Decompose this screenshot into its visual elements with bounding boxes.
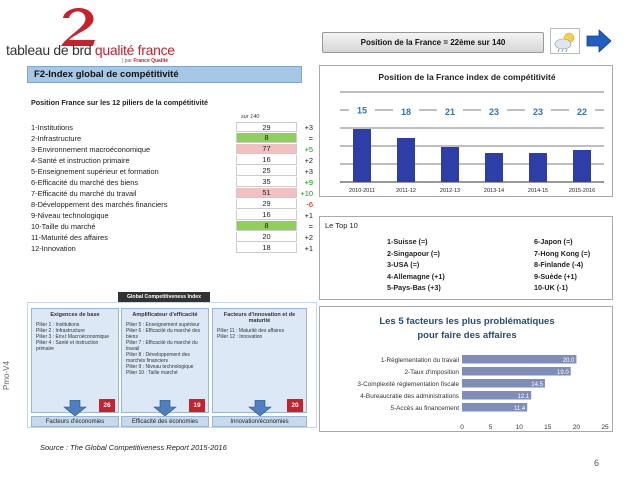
- position-bar: [353, 129, 371, 182]
- x-tick-label: 2012-13: [439, 188, 461, 194]
- pillars-table: [31, 122, 313, 254]
- pillar-rank: 8: [236, 133, 297, 143]
- gci-column-items: [32, 322, 118, 352]
- x-tick-label: 10: [515, 424, 523, 431]
- pillar-rank: 25: [236, 166, 297, 176]
- factor-category-label: 3-Complexité réglementation fiscale: [357, 381, 459, 388]
- pillar-label: 11-Maturité des affaires: [31, 233, 108, 242]
- next-arrow-icon[interactable]: [585, 28, 613, 54]
- gci-column-footer: Innovation/économies: [212, 416, 307, 427]
- pillars-table-title: Position France sur les 12 piliers de la compétitivité: [31, 98, 208, 107]
- pillar-rank: 16: [236, 155, 297, 165]
- pillar-change: +3: [304, 123, 313, 132]
- bar-value-label: 21: [444, 107, 456, 117]
- x-tick-label: 2014-15: [527, 188, 549, 194]
- problem-factors-title: Les 5 facteurs les plus problématiques pour faire des affaires: [379, 316, 555, 341]
- pillar-change: +3: [304, 167, 313, 176]
- gci-pillar-item: Pilier 6 : Efficacité du marché des biens: [126, 328, 201, 340]
- top10-box: [319, 216, 613, 300]
- gci-pillar-item: Pilier 11 : Maturité des affaires: [217, 328, 285, 334]
- gci-pillar-item: Pilier 5 : Enseignement supérieur: [126, 322, 200, 328]
- gci-rank-badge: 20: [287, 399, 303, 412]
- page-number: 6: [594, 458, 600, 468]
- gci-column-items: [213, 328, 306, 340]
- gci-pillar-item: Pilier 10 : Taille marché: [126, 370, 178, 376]
- pillar-row: [31, 166, 313, 177]
- factor-category-label: 4-Bureaucratie des administrations: [360, 393, 459, 400]
- pillar-label: 1-Institutions: [31, 123, 73, 132]
- pillar-label: 2-Infrastructure: [31, 134, 82, 143]
- pillar-rank: 77: [236, 144, 297, 154]
- gci-pillar-item: Pilier 8 : Développement des marchés financiers: [126, 352, 190, 364]
- pillar-change: =: [308, 222, 313, 231]
- position-bar: [397, 138, 415, 182]
- problem-factors-chart: [319, 306, 613, 432]
- top10-item: 9-Suède (+1): [534, 271, 577, 281]
- position-history-svg: [320, 66, 614, 198]
- source-note: Source : The Global Competitiveness Report 2015-2016: [40, 443, 227, 452]
- x-tick-label: 2011-12: [396, 188, 416, 194]
- x-tick-label: 2010-2011: [349, 188, 375, 194]
- brand-subtitle: | par France Qualité: [122, 58, 169, 64]
- gci-column-items: [122, 322, 208, 376]
- pillar-rank: 8: [236, 221, 297, 231]
- gci-column-title: Facteurs d'innovation et de maturité: [223, 312, 296, 324]
- down-arrow-icon: [63, 400, 87, 416]
- factor-value-label: 19.0: [556, 370, 569, 376]
- pillar-label: 8-Développement des marchés financiers: [31, 200, 168, 209]
- pillar-change: =: [308, 134, 313, 143]
- pillar-rank: 51: [236, 188, 297, 198]
- pillar-change: +5: [304, 145, 313, 154]
- pillar-change: +2: [304, 156, 313, 165]
- top10-item: 3-USA (=): [387, 260, 420, 269]
- weather-cloudy-icon: [550, 28, 580, 54]
- bar-value-label: 18: [400, 107, 412, 117]
- section-title: F2-Index global de compétitivité: [27, 66, 302, 83]
- factor-value-label: 14.5: [531, 382, 543, 388]
- top10-item: 5-Pays-Bas (+3): [387, 283, 441, 292]
- pillar-rank: 16: [236, 210, 297, 220]
- chart-title: Position de la France index de compétitivité: [378, 72, 556, 82]
- pillar-label: 4-Santé et instruction primaire: [31, 156, 130, 165]
- top10-item: 8-Finlande (-4): [534, 260, 584, 269]
- pillars-table-subtitle: sur 140: [241, 114, 260, 120]
- bar-value-label: 15: [356, 105, 368, 116]
- pillar-label: 5-Enseignement supérieur et formation: [31, 167, 159, 176]
- down-arrow-icon: [248, 400, 272, 416]
- x-tick-label: 2015-2016: [568, 188, 596, 194]
- pillar-label: 9-Niveau technologique: [31, 211, 109, 220]
- pillar-row: [31, 199, 313, 210]
- gci-pillar-item: Pilier 9 : Niveau technologique: [126, 364, 194, 370]
- pillar-change: +1: [304, 244, 313, 253]
- gci-column-footer: Facteurs d'économies: [31, 416, 119, 427]
- position-history-chart: [319, 65, 613, 197]
- x-tick-label: 2013-14: [483, 188, 505, 194]
- bar-value-label: 23: [532, 107, 544, 117]
- gci-column-title: Amplificateur d'efficacité: [132, 312, 198, 318]
- pillar-label: 12-Innovation: [31, 244, 76, 253]
- gci-pillar-item: Pilier 4 : Santé et instruction primaire: [36, 340, 99, 352]
- pillar-change: +2: [304, 233, 313, 242]
- pillar-row: [31, 177, 313, 188]
- gci-header: Global Competitiveness Index: [118, 292, 210, 302]
- top10-item: 10-UK (-1): [534, 283, 568, 292]
- gci-pillar-item: Pilier 2 : Infrastructure: [36, 328, 85, 334]
- factor-category-label: 2-Taux d'imposition: [404, 369, 459, 376]
- bar-value-label: 23: [488, 107, 500, 117]
- bar-value-label: 22: [576, 107, 588, 117]
- pillar-row: [31, 188, 313, 199]
- pillar-rank: 35: [236, 177, 297, 187]
- pillar-row: [31, 221, 313, 232]
- pillar-label: 3-Environnement macroéconomique: [31, 145, 151, 154]
- factor-category-label: 1-Réglementation du travail: [380, 357, 459, 364]
- pillar-row: [31, 122, 313, 133]
- factor-bar: [462, 355, 576, 364]
- pillar-row: [31, 210, 313, 221]
- brand-title: tableau de brd qualité france: [6, 42, 175, 58]
- x-tick-label: 25: [601, 424, 609, 431]
- gci-pillar-item: Pilier 1 : Institutions: [36, 322, 80, 328]
- pillar-label: 10-Taille du marché: [31, 222, 96, 231]
- top10-title: Le Top 10: [325, 221, 358, 230]
- x-tick-label: 5: [488, 424, 493, 431]
- pillar-row: [31, 144, 313, 155]
- gci-column: [121, 308, 209, 413]
- pillar-change: +10: [300, 189, 313, 198]
- factor-value-label: 11.4: [513, 406, 526, 412]
- x-tick-label: 20: [572, 424, 581, 431]
- down-arrow-icon: [153, 400, 177, 416]
- position-bar: [573, 150, 591, 182]
- problem-factors-svg: [320, 307, 614, 433]
- top10-item: 2-Singapour (=): [387, 248, 440, 258]
- gci-column-title: Exigences de base: [50, 312, 100, 318]
- france-position-label: Position de la France = 22ème sur 140: [322, 32, 544, 53]
- pillar-row: [31, 232, 313, 243]
- pillar-label: 6-Efficacité du marché des biens: [31, 178, 139, 187]
- pillar-rank: 29: [236, 199, 297, 209]
- gci-column: [31, 308, 119, 413]
- top10-item: 7-Hong Kong (=): [534, 248, 591, 258]
- top10-item: 1-Suisse (=): [387, 237, 428, 246]
- gci-pillar-item: Pilier 7 : Efficacité du marché du travail: [126, 340, 198, 352]
- pillar-rank: 29: [236, 122, 297, 132]
- position-bar: [485, 153, 503, 182]
- pillar-change: +1: [304, 211, 313, 220]
- position-bar: [441, 147, 459, 182]
- pillar-change: +9: [304, 178, 313, 187]
- pillar-row: [31, 155, 313, 166]
- side-label: Pmo-V4: [2, 361, 11, 390]
- pillar-row: [31, 243, 313, 254]
- factor-category-label: 5-Accès au financement: [390, 405, 459, 412]
- gci-rank-badge: 19: [189, 399, 205, 412]
- gci-column: [212, 308, 307, 413]
- gci-pillar-item: Pilier 3 : Env.t Macroéconomique: [36, 334, 109, 340]
- position-bar: [529, 153, 547, 182]
- top10-item: 6-Japon (=): [534, 237, 573, 246]
- pillar-rank: 20: [236, 232, 297, 242]
- pillar-label: 7-Efficacité du marché du travail: [31, 189, 137, 198]
- pillar-change: -6: [306, 200, 313, 209]
- pillar-row: [31, 133, 313, 144]
- gci-column-footer: Efficacité des économies: [121, 416, 209, 427]
- pillar-rank: 18: [236, 243, 297, 253]
- factor-value-label: 12.1: [517, 394, 530, 400]
- factor-value-label: 20.0: [562, 358, 575, 364]
- gci-rank-badge: 26: [99, 399, 115, 412]
- factor-bar: [462, 367, 571, 376]
- gci-pillar-item: Pilier 12 : Innovation: [217, 334, 263, 340]
- top10-item: 4-Allemagne (+1): [387, 271, 445, 281]
- x-tick-label: 15: [544, 424, 552, 431]
- x-tick-label: 0: [460, 424, 464, 431]
